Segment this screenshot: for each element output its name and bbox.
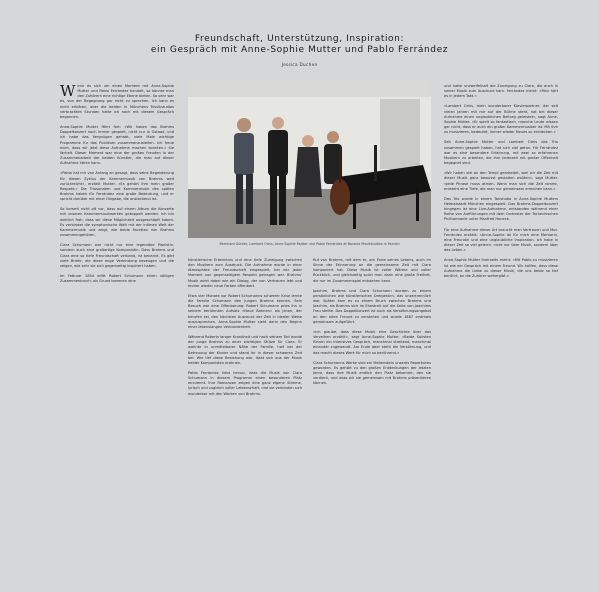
paragraph: Etwa vier Monate vor Robert Schumanns schwerer Krise lernte die Familie Schumann den jungen Brahms kennen. Sein Besuch war eine Offenbarung: Robert Schumann pries ihn in seinem berühmten Aufsatz »Neue Bahnen« als jenen, der berufen sei, den höchsten Ausdruck der Zeit in idealer Weise auszusprechen. Anne-Sophie Mutter sieht darin den Beginn einer lebenslangen Verbundenheit. bbox=[188, 293, 302, 329]
drop-cap: W bbox=[60, 84, 76, 100]
paragraph: Clara Schumann war nicht nur eine legendäre Pianistin, sondern auch eine großartige Komponistin. Dass Brahms und Clara eine so tiefe Freundschaft verband, ist bekannt. Es gibt viele Briefe, die diese enge Verbindung bezeugen und die zeigen, wie sehr sie sich gegenseitig inspiriert haben. bbox=[60, 243, 174, 268]
photo-illustration bbox=[188, 79, 431, 238]
author-byline: Jessica Duchen bbox=[281, 62, 318, 67]
paragraph: »Wir haben viel an den Tempi gearbeitet, weil wir die Zeit mit dieser Musik ganz bewusst gestalten wollten«, sagt Mutter. »Jede Phrase muss atmen. Wenn man sich die Zeit nimmt, entsteht eine Tiefe, die man nur gemeinsam erreichen kann.« bbox=[444, 171, 558, 191]
paragraph: Für eine Aufnahme dieser Art braucht man Vertrauen und Mut. Ferrández erzählt: »Anne-Sophie ist für mich eine Mentorin, eine Freundin und eine unglaubliche Inspiration. Ich habe in dieser Zeit so viel gelernt, nicht nur über Musik, sondern über das Leben.« bbox=[444, 227, 558, 253]
paragraph: Pablo Ferrández hebt hervor, dass die Musik von Clara Schumann in diesem Programm einen besonderen Platz einnimmt. Ihre Romanzen zeigen eine ganz eigene Stimme, lyrisch und zugleich voller Leidenschaft, und sie verbinden sich wunderbar mit den Werken von Brahms. bbox=[188, 370, 302, 396]
text-column-left bbox=[60, 84, 174, 570]
paragraph bbox=[60, 84, 174, 120]
title-line-1: Freundschaft, Unterstützung, Inspiration: bbox=[194, 34, 405, 44]
paragraph: und hatte unzweifelhaft die Zuneigung zu Clara, die auch in seiner Musik zum Ausdruck kam. Ferrández meint: »Man hört es in jedem Takt.« bbox=[444, 84, 558, 99]
photo-caption: Bernhard Güttler, Lambert Orkis, Anne-Sophie Mutter und Pablo Ferrández at Bavaria Musikstudios in Munich bbox=[219, 242, 400, 246]
paragraph: »Lambert Orkis, mein wunderbarer Klavierpartner, der seit vielen Jahren mit mir auf der Bühne steht, hat bei dieser Aufnahme einen unglaublichen Beitrag geleistet«, sagt Anne-Sophie Mutter. »Er spielt so fantastisch, manche Leute wissen gar nicht, dass er auch ein großer Kammermusiker ist. Mit ihm zu musizieren, bedeutet, immer wieder Neues zu entdecken.« bbox=[444, 104, 558, 135]
paragraph: Clara Schumanns Werke sind ein Meilenstein unseres Repertoires geworden. Es gehört zu den großen Entdeckungen der letzten Jahre, dass ihre Musik endlich den Platz bekommt, den sie verdient, und dass wir sie gemeinsam mit Brahms präsentieren können. bbox=[313, 360, 431, 386]
paragraph-text: enn es sich um einen Moment mit Anne-Sophie Mutter und Pablo Ferrández handelt, so könnte man den Zuhörern eine richtige Ebene bieten. So sehr war es, von der Begegnung gar nicht zu sprechen. Ich kann es nicht erklären, aber die beiden in Münchens Musikstudios verbrachten Stunden hatte ich noch mit diesem Gespräch begonnen. bbox=[60, 84, 174, 119]
paragraph: Joachim, Brahms und Clara Schumann wurden zu einem persönlichen wie künstlerischen Dreigestirn, das unzertrennlich war. Später kam es zu einem Bruch zwischen Brahms und Joachim, als Brahms sich im Ehestreit auf die Seite von Joachims Frau stellte. Das Doppelkonzert ist auch als Versöhnungsangebot an den alten Freund zu verstehen und wurde 1887 erstmals gemeinsam aufgeführt. bbox=[313, 288, 431, 324]
text-column-middle-left bbox=[188, 258, 302, 570]
paragraph: Anne-Sophie Mutter fährt fort: »Wir haben das Brahms Doppelkonzert noch immer gespielt, nicht nur in Gstaad, und ich habe das Vergnügen gehabt, viele Male wichtige Programme für das Publikum zusammenzustellen. Ich freue mich, dass wir jetzt diese Aufnahme machen konnten.« Sie lächelt. Dieser Moment war eine der großen Freuden in der Zusammenarbeit der beiden Künstler, die man auf dieser Aufnahme hören kann. bbox=[60, 125, 174, 166]
paragraph: Ruf von Brahms, mit dem er, am Ende seines Lebens, auch im Sinne der Erinnerung an die gemeinsame Zeit mit Clara komponiert hat. Diese Musik ist voller Wärme und voller Rückblick, und gleichzeitig spürt man darin eine große Freiheit, die nur im Zusammenspiel entstehen kann. bbox=[313, 258, 431, 283]
paragraph: Im Februar 1854 erlitt Robert Schumann einen völligen Zusammenbruch; als Grund kommen eine bbox=[60, 274, 174, 284]
text-column-middle-right bbox=[313, 258, 431, 570]
paragraph: Während Roberts langer Krankheit und nach seinem Tod wurde der junge Brahms zu einer wichtigen Stütze für Clara. Er wohnte in unmittelbarer Nähe der Familie, half bei der Betreuung der Kinder und stand ihr in dieser schweren Zeit bei. Wie tief diese Beziehung war, lässt sich aus der Musik beider Komponisten erahnen. bbox=[188, 335, 302, 365]
article-title bbox=[0, 34, 599, 56]
paragraph: So kommt nicht oft vor, dass auf einem Album die Konzerte mit unseren Kammermusikwerken gekoppelt werden. Ich bin wirklich froh, dass wir diese Möglichkeit ausgeschöpft haben. Es verbindet die symphonische Welt mit der intimen Welt der Kammermusik und zeigt, wie beide Facetten von Brahms zusammengehören. bbox=[60, 207, 174, 238]
paragraph: künstlerische Erkenntnis und eine tiefe Zuneigung zwischen den Musikern zum Ausdruck. Die Aufnahme wurde in einer Atmosphäre der Freundschaft eingespielt, bei der jeder Moment von gegenseitigem Respekt getragen war. Brahms’ Musik wirkt dabei wie ein Dialog, der von Vertrauen lebt und immer wieder neue Farben offenbart. bbox=[188, 258, 302, 288]
paragraph: Anne-Sophie Mutter ihrerseits meint: »Mit Pablo zu musizieren ist wie ein Gespräch mit einem Freund. Wir hoffen, dass diese Aufnahme die Liebe zu dieser Musik, die uns beide so tief berührt, an die Zuhörer weitergibt.« bbox=[444, 258, 558, 278]
paragraph: »Pablo hat mir von Anfang an gesagt, dass seine Begeisterung für diesen Zyklus der Kammermusik von Brahms weit zurückreicht«, erzählt Mutter. »Es gehört ihm mein großer Respekt.« Die Triosonaten und Kammermusik des späten Brahms haben für Ferrández eine große Bedeutung, und er spricht darüber mit einer Hingabe, die ansteckend ist. bbox=[60, 171, 174, 202]
musicians-photo bbox=[188, 79, 431, 238]
paragraph: Das Trio wurde in einem Tonstudio in Anne-Sophie Mutters Heimatstadt München eingespielt. Das Brahms-Doppelkonzert hingegen ist eine Live-Aufnahme, entstanden während einer Reihe von Aufführungen mit dem Orchester der Tschechischen Philharmonie unter Manfred Honeck. bbox=[444, 196, 558, 222]
paragraph: Seit Anne-Sophie Mutter und Lambert Orkis das Trio zusammen gespielt haben, hat sich viel getan. Für Ferrández war es eine besondere Erfahrung, mit zwei so erfahrenen Musikern zu arbeiten, die ihm jederzeit mit großer Offenheit begegnet sind. bbox=[444, 140, 558, 166]
paragraph: »Ich glaube, dass diese Musik eine Geschichte über das Verzeihen erzählt«, sagt Anne-Sophie Mutter. »Beide Solisten führen ein intensives Gespräch, manchmal streitend, manchmal einander zugewandt. Am Ende aber steht die Versöhnung, und das macht dieses Werk für mich so berührend.« bbox=[313, 329, 431, 355]
title-line-2: ein Gespräch mit Anne-Sophie Mutter und Pablo Ferrández bbox=[150, 45, 449, 55]
text-column-right bbox=[444, 84, 558, 570]
